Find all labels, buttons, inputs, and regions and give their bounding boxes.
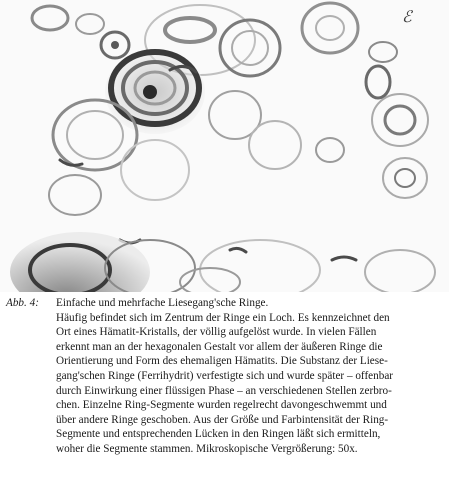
- figure-caption: [6, 296, 443, 457]
- ring-cluster-top-left: [32, 6, 129, 58]
- large-central-ring: [105, 50, 205, 134]
- figure-label: Abb. 4:: [6, 297, 39, 309]
- specimen-mark: ℰ: [402, 9, 412, 26]
- caption-line: chen. Einzelne Ring-Segmente wurden regelrecht davongeschwemmt und: [56, 399, 387, 412]
- caption-line: Ort eines Hämatit-Kristalls, der völlig aufgelöst wurde. In vielen Fällen: [56, 326, 377, 339]
- caption-line: Orientierung und Form des ehemaligen Hämatits. Die Substanz der Liese-: [56, 355, 388, 368]
- caption-line: Segmente und entsprechenden Lücken in den Ringen läßt sich ermitteln,: [56, 428, 381, 441]
- caption-line: Häufig befindet sich im Zentrum der Ringe ein Loch. Es kennzeichnet den: [56, 311, 390, 324]
- caption-line: erkennt man an der hexagonalen Gestalt vor allem der äußeren Ringe die: [56, 340, 383, 353]
- caption-line: durch Einwirkung einer flüssigen Phase – an verschiedenen Stellen zerbro-: [56, 384, 392, 397]
- caption-line: woher die Segmente stammen. Mikroskopische Vergrößerung: 50x.: [56, 442, 358, 455]
- ring-segments: [60, 66, 356, 260]
- ring-cluster-bottom: [10, 232, 435, 292]
- caption-line: über andere Ringe geschoben. Aus der Größe und Farbintensität der Ring-: [56, 413, 389, 426]
- caption-line: gang'schen Ringe (Ferrihydrit) verfestigte sich und wurde später – offenbar: [56, 369, 394, 382]
- caption-body: [56, 311, 443, 457]
- ring-cluster-right: [366, 42, 428, 198]
- figure-title: Einfache und mehrfache Liesegang'sche Ringe.: [56, 297, 269, 309]
